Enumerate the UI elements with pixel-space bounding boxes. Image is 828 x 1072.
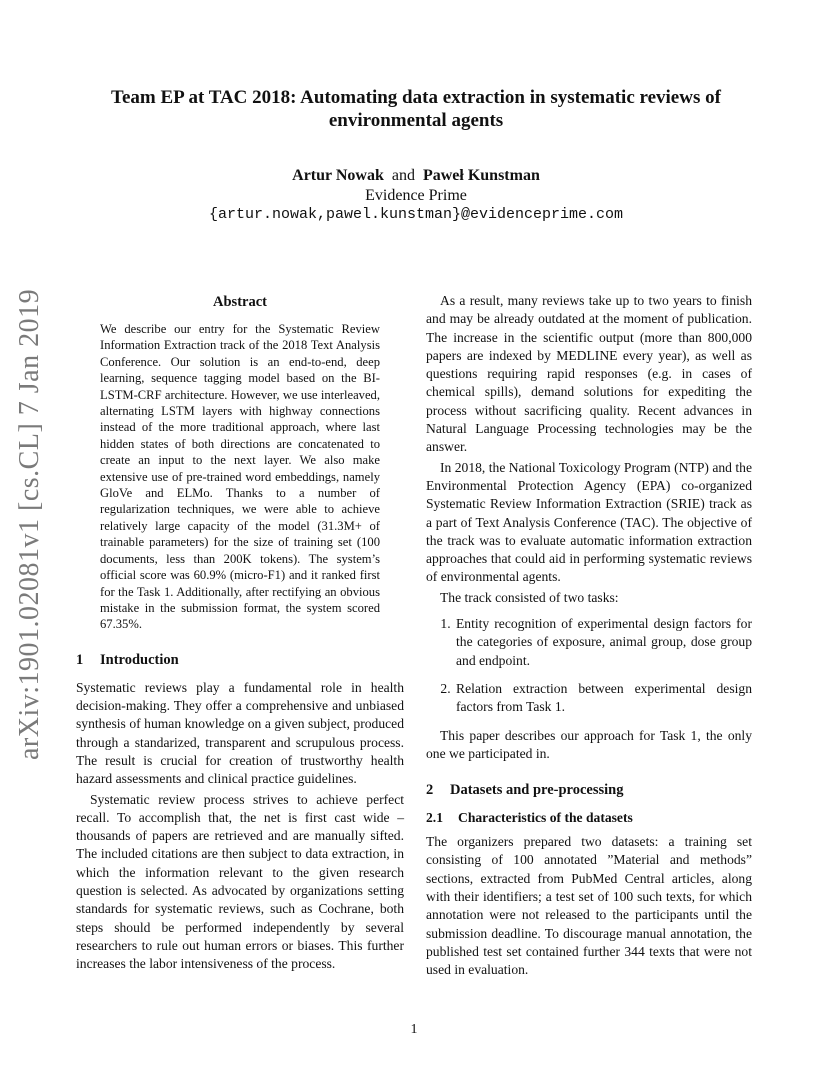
arxiv-side-stamp: arXiv:1901.02081v1 [cs.CL] 7 Jan 2019 bbox=[14, 288, 45, 760]
abstract-text: We describe our entry for the Systematic Review Information Extraction track of the 2018 Text Analysis Conference. Our solution is an end-to-end, deep learning, sequence tagging model based on the BI-LSTM-CRF architecture. However, we use interleaved, alternating LSTM layers with highway connections instead of the more traditional approach, where last hidden states of both directions are concatenated to create an input to the next layer. We also make extensive use of pre-trained word embeddings, namely GloVe and ELMo. Thanks to a number of regularization techniques, we were able to achieve relatively large capacity of the model (31.3M+ of trainable parameters) for the size of training set (100 documents, less than 200K tokens). The system’s official score was 60.9% (micro-F1) and it ranked first for the Task 1. Additionally, after rectifying an obvious mistake in the submission format, the system scored 67.35%. bbox=[100, 322, 380, 632]
right-paragraph-2: In 2018, the National Toxicology Program (NTP) and the Environmental Protection Agency (EPA) co-organized Systematic Review Information Extraction (SRIE) track as a part of Text Analysis Conference (TAC). The objective of the track was to evaluate automatic information extraction approaches that could aid in performing systematic reviews of environmental agents. bbox=[426, 459, 752, 585]
right-paragraph-3: The track consisted of two tasks: bbox=[440, 589, 619, 605]
section-heading-introduction bbox=[76, 651, 404, 669]
intro-paragraph-2: Systematic review process strives to achieve perfect recall. To accomplish that, the net is first cast wide – thousands of papers are retrieved and are manually sifted. The included citations are then subject to data extraction, in which the information relevant to the given research question is selected. As advocated by organizations setting standards for systematic reviews, such as Cochrane, both steps should be performed independently by several researchers to rule out human errors or biases. This further increases the labor intensiveness of the process. bbox=[76, 791, 404, 972]
author-line bbox=[76, 166, 756, 186]
subsection-number: 2.1 bbox=[426, 810, 443, 826]
right-paragraph-4: This paper describes our approach for Task 1, the only one we participated in. bbox=[426, 727, 752, 761]
author-name-2: Paweł Kunstman bbox=[422, 167, 540, 184]
section-number: 2 bbox=[426, 782, 434, 799]
abstract-heading: Abstract bbox=[213, 294, 267, 310]
right-paragraph-1: As a result, many reviews take up to two years to finish and may be already outdated at the moment of publication. The increase in the scientific output (more than 800,000 papers are indexed by MEDLINE every year), as well as questions requiring rapid responses (e.g. in cases of chemical spills), demand solutions for expediting the process without sacrificing quality. Recent advances in Natural Language Processing technologies may be the answer. bbox=[426, 293, 752, 455]
task-item-2: 2. Relation extraction between experimental design factors from Task 1. bbox=[454, 680, 752, 717]
author-name-1: Artur Nowak bbox=[292, 167, 384, 184]
subsection-heading-characteristics bbox=[426, 809, 752, 827]
subsection-title: Characteristics of the datasets bbox=[458, 810, 633, 826]
section-heading-datasets bbox=[426, 781, 752, 799]
section-title: Datasets and pre-processing bbox=[450, 782, 624, 799]
right-column bbox=[426, 292, 752, 980]
section-number: 1 bbox=[76, 651, 84, 668]
datasets-paragraph: The organizers prepared two datasets: a training set consisting of 100 annotated ”Material and methods” sections, extracted from PubMed Central articles, along with their identifiers; a test set of 100 such texts, for which annotation were not released to the participants until the submission deadline. To discourage manual annotation, the published test set contained further 344 texts that were not used in evaluation. bbox=[426, 834, 752, 978]
author-conjunction: and bbox=[391, 167, 415, 184]
task-item-1: 1. Entity recognition of experimental design factors for the categories of exposure, animal group, dose group and endpoint. bbox=[454, 615, 752, 670]
task-list bbox=[426, 615, 752, 716]
author-affiliation: Evidence Prime bbox=[365, 187, 467, 204]
left-column bbox=[76, 292, 404, 973]
author-emails: {artur.nowak,pawel.kunstman}@evidenceprime.com bbox=[208, 206, 624, 223]
intro-paragraph-1: Systematic reviews play a fundamental role in health decision-making. They offer a comprehensive and unbiased synthesis of human knowledge on a given subject, produced through a standarized, transparent and scrupulous process. The result is crucial for creation of trustworthy health hazard assessments and clinical practice guidelines. bbox=[76, 679, 404, 787]
section-title: Introduction bbox=[100, 651, 179, 668]
paper-title: Team EP at TAC 2018: Automating data extraction in systematic reviews of environmental agents bbox=[111, 87, 721, 131]
page-number: 1 bbox=[410, 1022, 418, 1037]
